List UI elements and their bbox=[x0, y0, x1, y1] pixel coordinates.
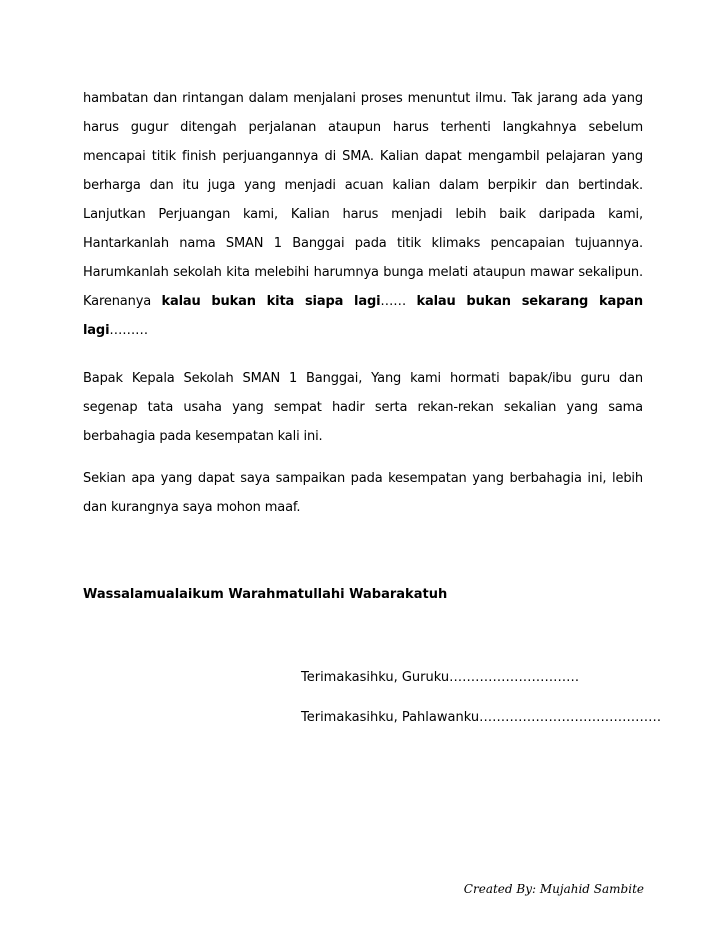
paragraph-struggle bbox=[83, 84, 643, 345]
thanks-hero-line: Terimakasihku, Pahlawanku…………………………………… bbox=[301, 710, 662, 725]
paragraph-apology: Sekian apa yang dapat saya sampaikan pada kesempatan yang berbahagia ini, lebih dan kurangnya saya mohon maaf. bbox=[83, 471, 643, 515]
ellipsis-1: …… bbox=[380, 294, 417, 309]
bold-phrase-when-else: kalau bukan sekarang kapan lagi bbox=[83, 294, 643, 338]
paragraph-greetings: Bapak Kepala Sekolah SMAN 1 Banggai, Yang kami hormati bapak/ibu guru dan segenap tata usaha yang sempat hadir serta rekan-rekan sekalian yang sama berbahagia pada kesempatan kali ini. bbox=[83, 371, 643, 444]
bold-phrase-who-else: kalau bukan kita siapa lagi bbox=[161, 294, 381, 309]
thanks-teacher-line: Terimakasihku, Guruku………………………… bbox=[301, 670, 580, 685]
paragraph-struggle-text: hambatan dan rintangan dalam menjalani proses menuntut ilmu. Tak jarang ada yang harus gugur ditengah perjalanan ataupun harus terhenti langkahnya sebelum mencapai titik finish perjuangannya di SMA. Kalian dapat mengambil pelajaran yang berharga dan itu juga yang menjadi acuan kalian dalam berpikir dan bertindak. Lanjutkan Perjuangan kami, Kalian harus menjadi lebih baik daripada kami, Hantarkanlah nama SMAN 1 Banggai pada titik klimaks pencapaian tujuannya. Harumkanlah sekolah kita melebihi harumnya bunga melati ataupun mawar sekalipun. Karenanya bbox=[83, 91, 643, 309]
ellipsis-2: ……… bbox=[109, 323, 148, 338]
closing-salutation: Wassalamualaikum Warahmatullahi Wabarakatuh bbox=[83, 587, 448, 602]
footer-credit: Created By: Mujahid Sambite bbox=[463, 882, 644, 896]
